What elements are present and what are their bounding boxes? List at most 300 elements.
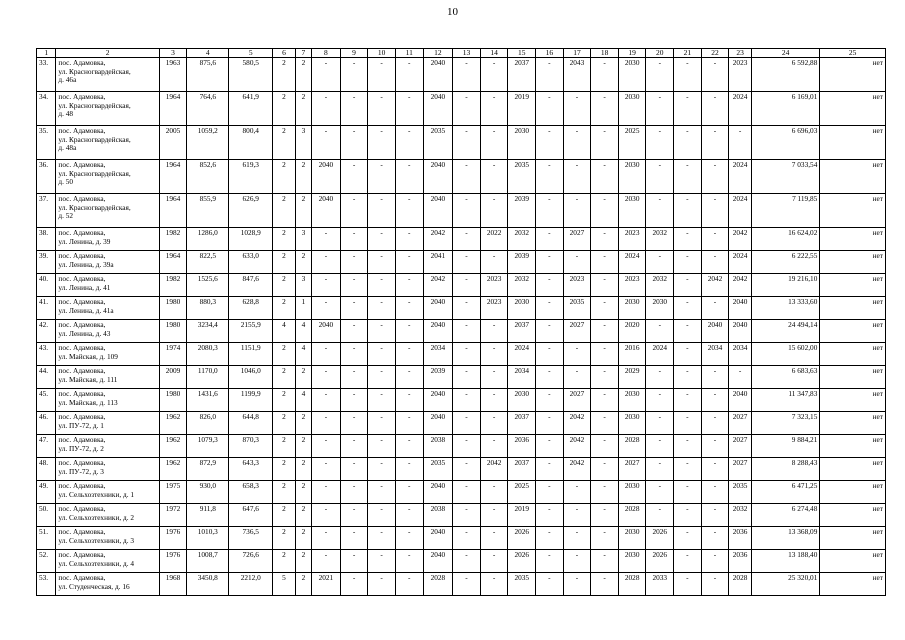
table-cell: - bbox=[591, 527, 619, 550]
table-cell: 2032 bbox=[646, 228, 674, 251]
table-cell: - bbox=[395, 366, 423, 389]
cost-cell: 25 320,01 bbox=[751, 573, 820, 596]
table-cell: - bbox=[701, 160, 729, 194]
table-cell: 643,3 bbox=[229, 458, 273, 481]
table-cell: - bbox=[646, 92, 674, 126]
table-cell: 1079,3 bbox=[187, 435, 229, 458]
table-cell: 2028 bbox=[618, 504, 646, 527]
table-cell: - bbox=[674, 481, 702, 504]
table-cell: - bbox=[453, 412, 481, 435]
row-number: 53. bbox=[37, 573, 56, 596]
table-cell: - bbox=[563, 194, 591, 228]
table-cell: - bbox=[480, 366, 508, 389]
table-cell: - bbox=[674, 412, 702, 435]
table-cell: - bbox=[591, 389, 619, 412]
table-cell: 847,6 bbox=[229, 274, 273, 297]
address-line: пос. Адамовка, bbox=[58, 228, 106, 237]
address-cell bbox=[56, 343, 159, 366]
status-cell: нет bbox=[820, 550, 886, 573]
table-cell: - bbox=[453, 92, 481, 126]
table-cell: 2035 bbox=[423, 126, 453, 160]
table-cell: - bbox=[368, 550, 396, 573]
address-line: пос. Адамовка, bbox=[58, 297, 106, 306]
address-line: ул. Майская, д. 109 bbox=[58, 351, 118, 361]
table-cell: - bbox=[480, 320, 508, 343]
table-cell: - bbox=[674, 527, 702, 550]
row-number: 34. bbox=[37, 92, 56, 126]
table-cell: - bbox=[701, 297, 729, 320]
table-cell: 2 bbox=[295, 550, 311, 573]
table-cell: - bbox=[701, 58, 729, 92]
table-cell: 2032 bbox=[729, 504, 752, 527]
table-cell: - bbox=[395, 504, 423, 527]
table-cell: - bbox=[480, 412, 508, 435]
table-cell: 2 bbox=[273, 481, 296, 504]
table-cell: 1976 bbox=[159, 527, 187, 550]
status-cell: нет bbox=[820, 297, 886, 320]
table-cell: - bbox=[368, 573, 396, 596]
table-cell: 1962 bbox=[159, 412, 187, 435]
table-cell: - bbox=[340, 274, 368, 297]
address-line: д. 52 bbox=[58, 211, 74, 221]
table-cell: 2 bbox=[295, 481, 311, 504]
row-number: 35. bbox=[37, 126, 56, 160]
table-cell: 633,0 bbox=[229, 251, 273, 274]
table-cell: 2030 bbox=[618, 389, 646, 412]
row-number: 48. bbox=[37, 458, 56, 481]
address-line: пос. Адамовка, bbox=[58, 412, 106, 421]
table-cell: - bbox=[591, 92, 619, 126]
table-cell: - bbox=[701, 366, 729, 389]
table-cell: - bbox=[480, 504, 508, 527]
cost-cell: 7 119,85 bbox=[751, 194, 820, 228]
table-cell: - bbox=[536, 251, 564, 274]
table-cell: - bbox=[312, 228, 341, 251]
table-cell: 1964 bbox=[159, 92, 187, 126]
table-cell: 911,8 bbox=[187, 504, 229, 527]
table-cell: - bbox=[453, 435, 481, 458]
table-cell: 2 bbox=[295, 160, 311, 194]
table-cell: - bbox=[368, 504, 396, 527]
table-cell: - bbox=[563, 92, 591, 126]
row-number: 36. bbox=[37, 160, 56, 194]
address-cell bbox=[56, 504, 159, 527]
table-cell: - bbox=[395, 160, 423, 194]
table-cell: - bbox=[701, 458, 729, 481]
address-line: ул. Ленина, д. 41а bbox=[58, 305, 114, 315]
address-line: пос. Адамовка, bbox=[58, 92, 106, 101]
table-cell: 2038 bbox=[423, 435, 453, 458]
address-cell bbox=[56, 194, 159, 228]
table-cell: - bbox=[674, 389, 702, 412]
table-cell: 2035 bbox=[508, 160, 536, 194]
table-cell: - bbox=[368, 458, 396, 481]
table-cell: 2005 bbox=[159, 126, 187, 160]
table-row bbox=[37, 366, 886, 389]
table-cell: 1059,2 bbox=[187, 126, 229, 160]
column-number: 10 bbox=[368, 49, 396, 58]
table-cell: - bbox=[480, 343, 508, 366]
table-cell: - bbox=[340, 389, 368, 412]
table-cell: 2028 bbox=[618, 435, 646, 458]
column-number-row bbox=[37, 49, 886, 58]
table-cell: 2016 bbox=[618, 343, 646, 366]
table-cell: - bbox=[674, 550, 702, 573]
cost-cell: 6 592,88 bbox=[751, 58, 820, 92]
status-cell: нет bbox=[820, 527, 886, 550]
table-cell: - bbox=[453, 366, 481, 389]
address-line: ул. Ленина, д. 39а bbox=[58, 259, 114, 269]
table-cell: - bbox=[480, 126, 508, 160]
address-line: пос. Адамовка, bbox=[58, 550, 106, 559]
table-cell: 2028 bbox=[423, 573, 453, 596]
table-cell: 2035 bbox=[563, 297, 591, 320]
table-cell: 2040 bbox=[312, 194, 341, 228]
table-cell: 2021 bbox=[312, 573, 341, 596]
table-cell: 2027 bbox=[729, 412, 752, 435]
table-cell: 2036 bbox=[729, 550, 752, 573]
table-cell: - bbox=[591, 366, 619, 389]
address-line: ул. Сельхозтехники, д. 3 bbox=[58, 535, 135, 545]
table-cell: 2030 bbox=[618, 550, 646, 573]
table-row bbox=[37, 92, 886, 126]
table-cell: - bbox=[340, 573, 368, 596]
table-cell: - bbox=[591, 194, 619, 228]
row-number: 33. bbox=[37, 58, 56, 92]
table-cell: - bbox=[536, 297, 564, 320]
address-line: ул. Сельхозтехники, д. 1 bbox=[58, 489, 135, 499]
column-number: 23 bbox=[729, 49, 752, 58]
table-cell: 3 bbox=[295, 274, 311, 297]
table-cell: - bbox=[340, 297, 368, 320]
status-cell: нет bbox=[820, 126, 886, 160]
table-cell: - bbox=[395, 527, 423, 550]
table-cell: 2 bbox=[273, 527, 296, 550]
address-line: пос. Адамовка, bbox=[58, 435, 106, 444]
table-cell: 2 bbox=[295, 435, 311, 458]
table-cell: 2 bbox=[273, 126, 296, 160]
table-cell: - bbox=[563, 160, 591, 194]
address-cell bbox=[56, 320, 159, 343]
table-cell: - bbox=[674, 573, 702, 596]
table-cell: - bbox=[395, 58, 423, 92]
table-cell: 2035 bbox=[508, 573, 536, 596]
table-cell: - bbox=[453, 251, 481, 274]
table-cell: 2030 bbox=[618, 92, 646, 126]
table-cell: 2040 bbox=[423, 160, 453, 194]
table-cell: - bbox=[340, 343, 368, 366]
table-cell: 2 bbox=[273, 412, 296, 435]
address-line: ул. Студенческая, д. 16 bbox=[58, 581, 130, 591]
address-cell bbox=[56, 92, 159, 126]
table-cell: 4 bbox=[295, 343, 311, 366]
table-cell: 2040 bbox=[423, 194, 453, 228]
table-cell: 2032 bbox=[646, 274, 674, 297]
table-cell: 2035 bbox=[729, 481, 752, 504]
table-cell: - bbox=[340, 458, 368, 481]
table-cell: - bbox=[646, 435, 674, 458]
table-cell: - bbox=[563, 343, 591, 366]
table-cell: - bbox=[591, 160, 619, 194]
table-cell: 2023 bbox=[480, 297, 508, 320]
table-cell: - bbox=[312, 126, 341, 160]
table-cell: - bbox=[340, 412, 368, 435]
table-cell: - bbox=[453, 389, 481, 412]
column-number: 8 bbox=[312, 49, 341, 58]
table-cell: - bbox=[674, 194, 702, 228]
column-number: 16 bbox=[536, 49, 564, 58]
table-cell: - bbox=[340, 228, 368, 251]
table-cell: - bbox=[368, 126, 396, 160]
table-cell: - bbox=[453, 126, 481, 160]
address-line: пос. Адамовка, bbox=[58, 504, 106, 513]
table-cell: - bbox=[480, 160, 508, 194]
address-cell bbox=[56, 412, 159, 435]
column-number: 4 bbox=[187, 49, 229, 58]
column-number: 21 bbox=[674, 49, 702, 58]
table-cell: - bbox=[674, 92, 702, 126]
row-number: 40. bbox=[37, 274, 56, 297]
table-cell: - bbox=[312, 389, 341, 412]
status-cell: нет bbox=[820, 389, 886, 412]
table-cell: - bbox=[563, 573, 591, 596]
table-row bbox=[37, 389, 886, 412]
address-line: пос. Адамовка, bbox=[58, 458, 106, 467]
table-cell: 1962 bbox=[159, 435, 187, 458]
table-cell: - bbox=[674, 160, 702, 194]
table-cell: 855,9 bbox=[187, 194, 229, 228]
table-cell: - bbox=[340, 320, 368, 343]
table-cell: 3234,4 bbox=[187, 320, 229, 343]
row-number: 47. bbox=[37, 435, 56, 458]
table-cell: 1964 bbox=[159, 160, 187, 194]
table-cell: 2042 bbox=[563, 435, 591, 458]
table-cell: 822,5 bbox=[187, 251, 229, 274]
table-cell: - bbox=[453, 458, 481, 481]
table-cell: - bbox=[368, 412, 396, 435]
table-cell: 2 bbox=[295, 194, 311, 228]
table-cell: 1975 bbox=[159, 481, 187, 504]
table-cell: - bbox=[674, 251, 702, 274]
table-row bbox=[37, 58, 886, 92]
table-cell: 2020 bbox=[618, 320, 646, 343]
table-cell: - bbox=[340, 504, 368, 527]
address-line: пос. Адамовка, bbox=[58, 274, 106, 283]
table-cell: 2 bbox=[295, 527, 311, 550]
table-cell: - bbox=[646, 458, 674, 481]
table-cell: 2034 bbox=[423, 343, 453, 366]
table-cell: 2030 bbox=[618, 160, 646, 194]
table-cell: - bbox=[340, 194, 368, 228]
address-line: д. 48а bbox=[58, 143, 77, 153]
table-cell: 2026 bbox=[646, 550, 674, 573]
table-cell: - bbox=[340, 126, 368, 160]
table-cell: - bbox=[312, 274, 341, 297]
table-cell: - bbox=[368, 194, 396, 228]
table-cell: 2029 bbox=[618, 366, 646, 389]
table-cell: 2040 bbox=[729, 320, 752, 343]
cost-cell: 8 288,43 bbox=[751, 458, 820, 481]
table-cell: 2039 bbox=[508, 194, 536, 228]
table-row bbox=[37, 412, 886, 435]
table-cell: 2032 bbox=[508, 274, 536, 297]
cost-cell: 9 884,21 bbox=[751, 435, 820, 458]
table-cell: 2042 bbox=[480, 458, 508, 481]
table-cell: 2 bbox=[273, 274, 296, 297]
cost-cell: 24 494,14 bbox=[751, 320, 820, 343]
table-cell: - bbox=[395, 92, 423, 126]
address-cell bbox=[56, 573, 159, 596]
table-cell: 2 bbox=[295, 412, 311, 435]
table-cell: 1046,0 bbox=[229, 366, 273, 389]
table-cell: - bbox=[701, 527, 729, 550]
table-cell: - bbox=[701, 435, 729, 458]
cost-cell: 6 222,55 bbox=[751, 251, 820, 274]
page-number: 10 bbox=[447, 6, 458, 18]
table-cell: - bbox=[312, 251, 341, 274]
table-cell: - bbox=[536, 194, 564, 228]
table-cell: - bbox=[480, 251, 508, 274]
address-line: ул. ПУ-72, д. 3 bbox=[58, 466, 104, 476]
table-cell: - bbox=[701, 228, 729, 251]
table-cell: 2 bbox=[295, 504, 311, 527]
table-cell: - bbox=[591, 504, 619, 527]
table-cell: 2040 bbox=[423, 550, 453, 573]
column-number: 15 bbox=[508, 49, 536, 58]
table-cell: - bbox=[453, 504, 481, 527]
column-number: 22 bbox=[701, 49, 729, 58]
table-cell: 2 bbox=[295, 366, 311, 389]
table-cell: - bbox=[591, 58, 619, 92]
table-cell: - bbox=[453, 550, 481, 573]
table-cell: - bbox=[340, 435, 368, 458]
address-line: пос. Адамовка, bbox=[58, 320, 106, 329]
table-row bbox=[37, 504, 886, 527]
row-number: 46. bbox=[37, 412, 56, 435]
table-cell: 1010,3 bbox=[187, 527, 229, 550]
table-cell: - bbox=[536, 343, 564, 366]
table-cell: - bbox=[395, 274, 423, 297]
status-cell: нет bbox=[820, 58, 886, 92]
status-cell: нет bbox=[820, 458, 886, 481]
table-cell: 2023 bbox=[618, 274, 646, 297]
address-line: ул. Красногвардейская, bbox=[58, 202, 131, 212]
table-cell: 1980 bbox=[159, 320, 187, 343]
table-cell: - bbox=[646, 194, 674, 228]
table-cell: - bbox=[312, 550, 341, 573]
table-cell: - bbox=[453, 160, 481, 194]
address-line: д. 50 bbox=[58, 177, 74, 187]
status-cell: нет bbox=[820, 481, 886, 504]
table-cell: 2027 bbox=[729, 458, 752, 481]
table-cell: 2 bbox=[273, 297, 296, 320]
table-row bbox=[37, 481, 886, 504]
table-cell: 1525,6 bbox=[187, 274, 229, 297]
table-cell: - bbox=[312, 435, 341, 458]
table-cell: - bbox=[701, 251, 729, 274]
column-number: 20 bbox=[646, 49, 674, 58]
table-cell: 2040 bbox=[729, 297, 752, 320]
table-cell: - bbox=[674, 366, 702, 389]
table-cell: 2040 bbox=[701, 320, 729, 343]
table-cell: - bbox=[312, 481, 341, 504]
table-cell: - bbox=[340, 251, 368, 274]
cost-cell: 11 347,83 bbox=[751, 389, 820, 412]
table-cell: - bbox=[536, 412, 564, 435]
table-cell: 2023 bbox=[563, 274, 591, 297]
table-cell: 2030 bbox=[618, 481, 646, 504]
table-cell: 2023 bbox=[618, 228, 646, 251]
table-cell: - bbox=[646, 320, 674, 343]
table-cell: 2027 bbox=[563, 320, 591, 343]
table-cell: 2 bbox=[273, 435, 296, 458]
table-cell: - bbox=[340, 550, 368, 573]
table-cell: 2037 bbox=[508, 458, 536, 481]
status-cell: нет bbox=[820, 228, 886, 251]
table-cell: 644,8 bbox=[229, 412, 273, 435]
table-cell: 2034 bbox=[729, 343, 752, 366]
address-line: ул. Майская, д. 111 bbox=[58, 374, 118, 384]
status-cell: нет bbox=[820, 366, 886, 389]
table-cell: - bbox=[312, 92, 341, 126]
table-cell: 2019 bbox=[508, 504, 536, 527]
housing-table bbox=[36, 48, 886, 596]
table-row bbox=[37, 126, 886, 160]
address-line: ул. Ленина, д. 39 bbox=[58, 236, 111, 246]
table-cell: 2036 bbox=[508, 435, 536, 458]
address-cell bbox=[56, 458, 159, 481]
table-cell: 726,6 bbox=[229, 550, 273, 573]
table-cell: - bbox=[646, 481, 674, 504]
table-row bbox=[37, 194, 886, 228]
table-cell: 2212,0 bbox=[229, 573, 273, 596]
table-cell: 2155,9 bbox=[229, 320, 273, 343]
table-cell: - bbox=[312, 297, 341, 320]
cost-cell: 13 333,60 bbox=[751, 297, 820, 320]
table-cell: 1974 bbox=[159, 343, 187, 366]
table-cell: - bbox=[368, 251, 396, 274]
table-cell: - bbox=[312, 412, 341, 435]
table-cell: - bbox=[395, 251, 423, 274]
table-cell: - bbox=[340, 58, 368, 92]
cost-cell: 7 033,54 bbox=[751, 160, 820, 194]
address-cell bbox=[56, 550, 159, 573]
table-row bbox=[37, 297, 886, 320]
table-row bbox=[37, 228, 886, 251]
table-cell: 1976 bbox=[159, 550, 187, 573]
table-cell: - bbox=[453, 297, 481, 320]
table-cell: - bbox=[536, 274, 564, 297]
table-cell: 2027 bbox=[563, 228, 591, 251]
table-cell: 2024 bbox=[618, 251, 646, 274]
address-line: пос. Адамовка, bbox=[58, 126, 106, 135]
row-number: 44. bbox=[37, 366, 56, 389]
table-row bbox=[37, 458, 886, 481]
table-cell: 2040 bbox=[423, 320, 453, 343]
cost-cell: 6 696,03 bbox=[751, 126, 820, 160]
address-line: ул. Ленина, д. 41 bbox=[58, 282, 111, 292]
cost-cell: 6 169,01 bbox=[751, 92, 820, 126]
table-cell: 1964 bbox=[159, 194, 187, 228]
table-cell: 2040 bbox=[423, 297, 453, 320]
table-cell: 2024 bbox=[508, 343, 536, 366]
address-line: д. 46а bbox=[58, 75, 77, 85]
table-cell: 870,3 bbox=[229, 435, 273, 458]
table-cell: 2030 bbox=[618, 412, 646, 435]
table-cell: - bbox=[480, 194, 508, 228]
cost-cell: 19 216,10 bbox=[751, 274, 820, 297]
table-cell: - bbox=[591, 435, 619, 458]
